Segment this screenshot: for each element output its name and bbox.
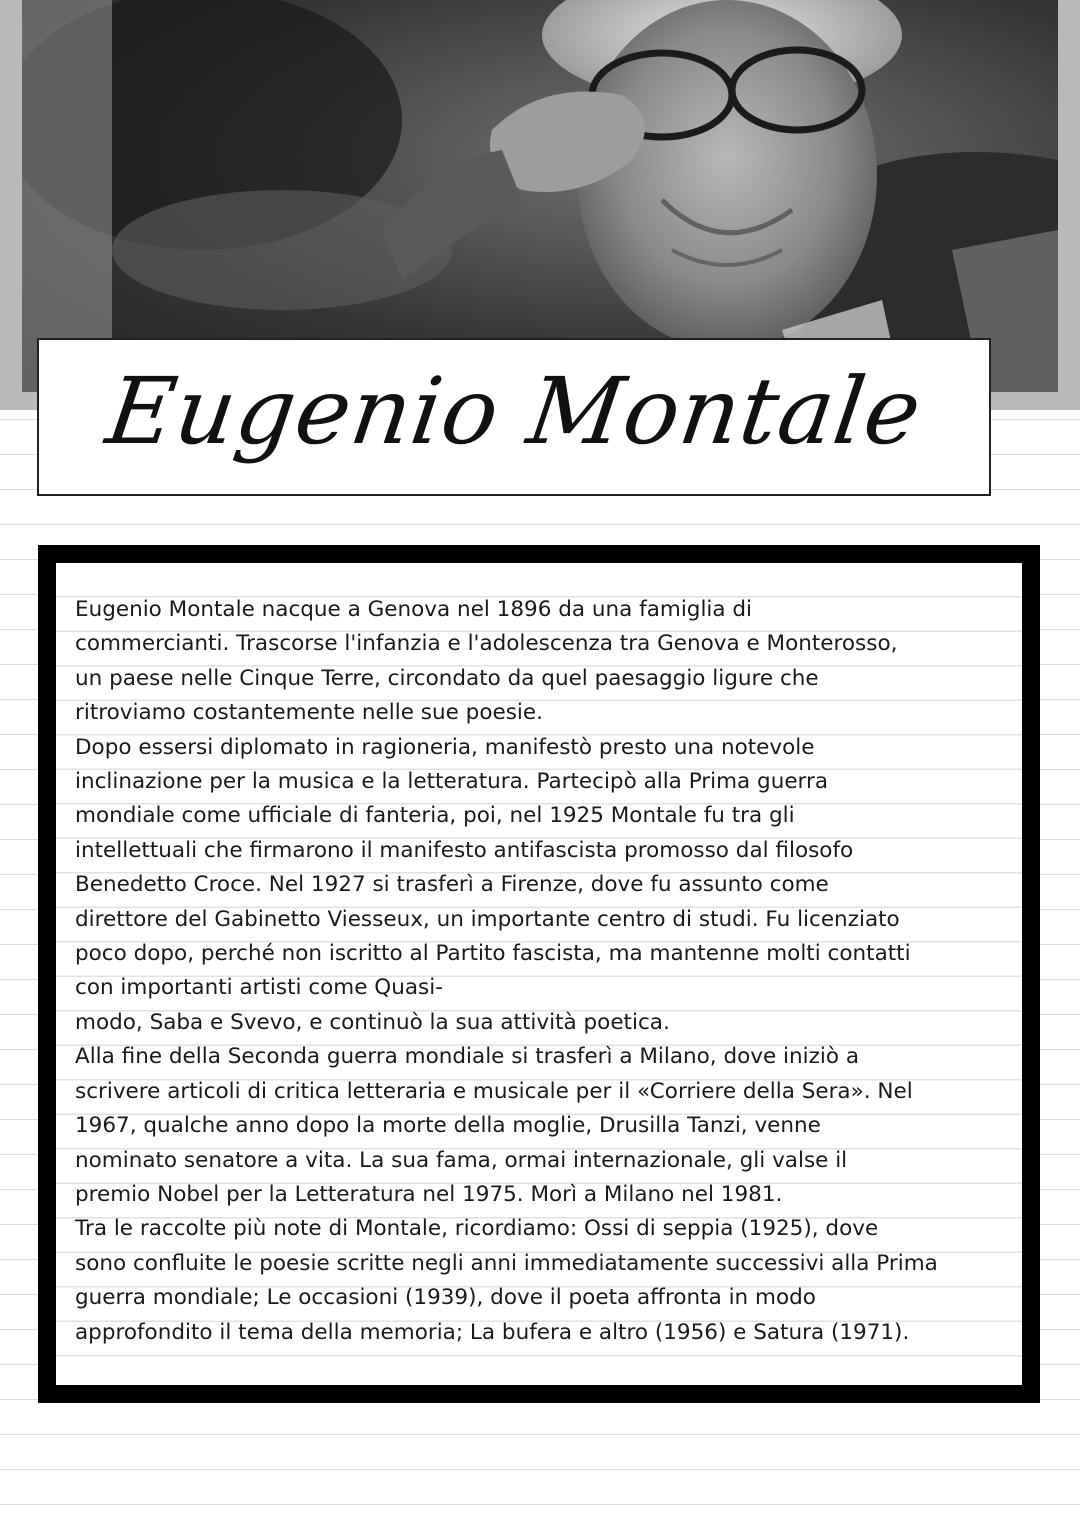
bio-line: guerra mondiale; Le occasioni (1939), dove il poeta affronta in modo xyxy=(75,1285,816,1311)
bio-line: commercianti. Trascorse l'infanzia e l'adolescenza tra Genova e Monterosso, xyxy=(75,631,898,657)
portrait-photo-icon xyxy=(22,0,1058,392)
bio-line: intellettuali che firmarono il manifesto antifascista promosso dal filosofo xyxy=(75,837,854,863)
bio-line: Alla fine della Seconda guerra mondiale si trasferì a Milano, dove iniziò a xyxy=(75,1044,860,1070)
bio-line: direttore del Gabinetto Viesseux, un importante centro di studi. Fu licenziato xyxy=(75,906,900,932)
bio-line: ritroviamo costantemente nelle sue poesie. xyxy=(75,700,543,726)
bio-line: mondiale come ufficiale di fanteria, poi, nel 1925 Montale fu tra gli xyxy=(75,803,795,829)
bio-line: con importanti artisti come Quasi- xyxy=(75,975,443,1001)
bio-line: premio Nobel per la Letteratura nel 1975. Morì a Milano nel 1981. xyxy=(75,1181,783,1207)
bio-line: modo, Saba e Svevo, e continuò la sua attività poetica. xyxy=(75,1009,670,1035)
bio-line: poco dopo, perché non iscritto al Partito fascista, ma mantenne molti contatti xyxy=(75,941,911,967)
bio-line: sono confluite le poesie scritte negli anni immediatamente successivi alla Prima xyxy=(75,1250,938,1276)
bio-line: 1967, qualche anno dopo la morte della moglie, Drusilla Tanzi, venne xyxy=(75,1113,821,1139)
biography-panel xyxy=(56,563,1022,1385)
bio-line: scrivere articoli di critica letteraria e musicale per il «Corriere della Sera». Nel xyxy=(75,1078,913,1104)
bio-line: un paese nelle Cinque Terre, circondato da quel paesaggio ligure che xyxy=(75,665,819,691)
bio-line: Eugenio Montale nacque a Genova nel 1896 da una famiglia di xyxy=(75,597,753,622)
portrait-photo xyxy=(22,0,1058,392)
biography-frame xyxy=(38,545,1040,1403)
bio-line: nominato senatore a vita. La sua fama, ormai internazionale, gli valse il xyxy=(75,1147,848,1173)
bio-line: Benedetto Croce. Nel 1927 si trasferì a Firenze, dove fu assunto come xyxy=(75,872,829,898)
title-box xyxy=(37,338,991,496)
bio-line: inclinazione per la musica e la letteratura. Partecipò alla Prima guerra xyxy=(75,769,829,795)
bio-line: approfondito il tema della memoria; La bufera e altro (1956) e Satura (1971). xyxy=(75,1319,910,1345)
page-title: Eugenio Montale xyxy=(100,357,928,465)
bio-line: Dopo essersi diplomato in ragioneria, manifestò presto una notevole xyxy=(75,734,815,760)
bio-line: Tra le raccolte più note di Montale, ricordiamo: Ossi di seppia (1925), dove xyxy=(75,1216,879,1242)
